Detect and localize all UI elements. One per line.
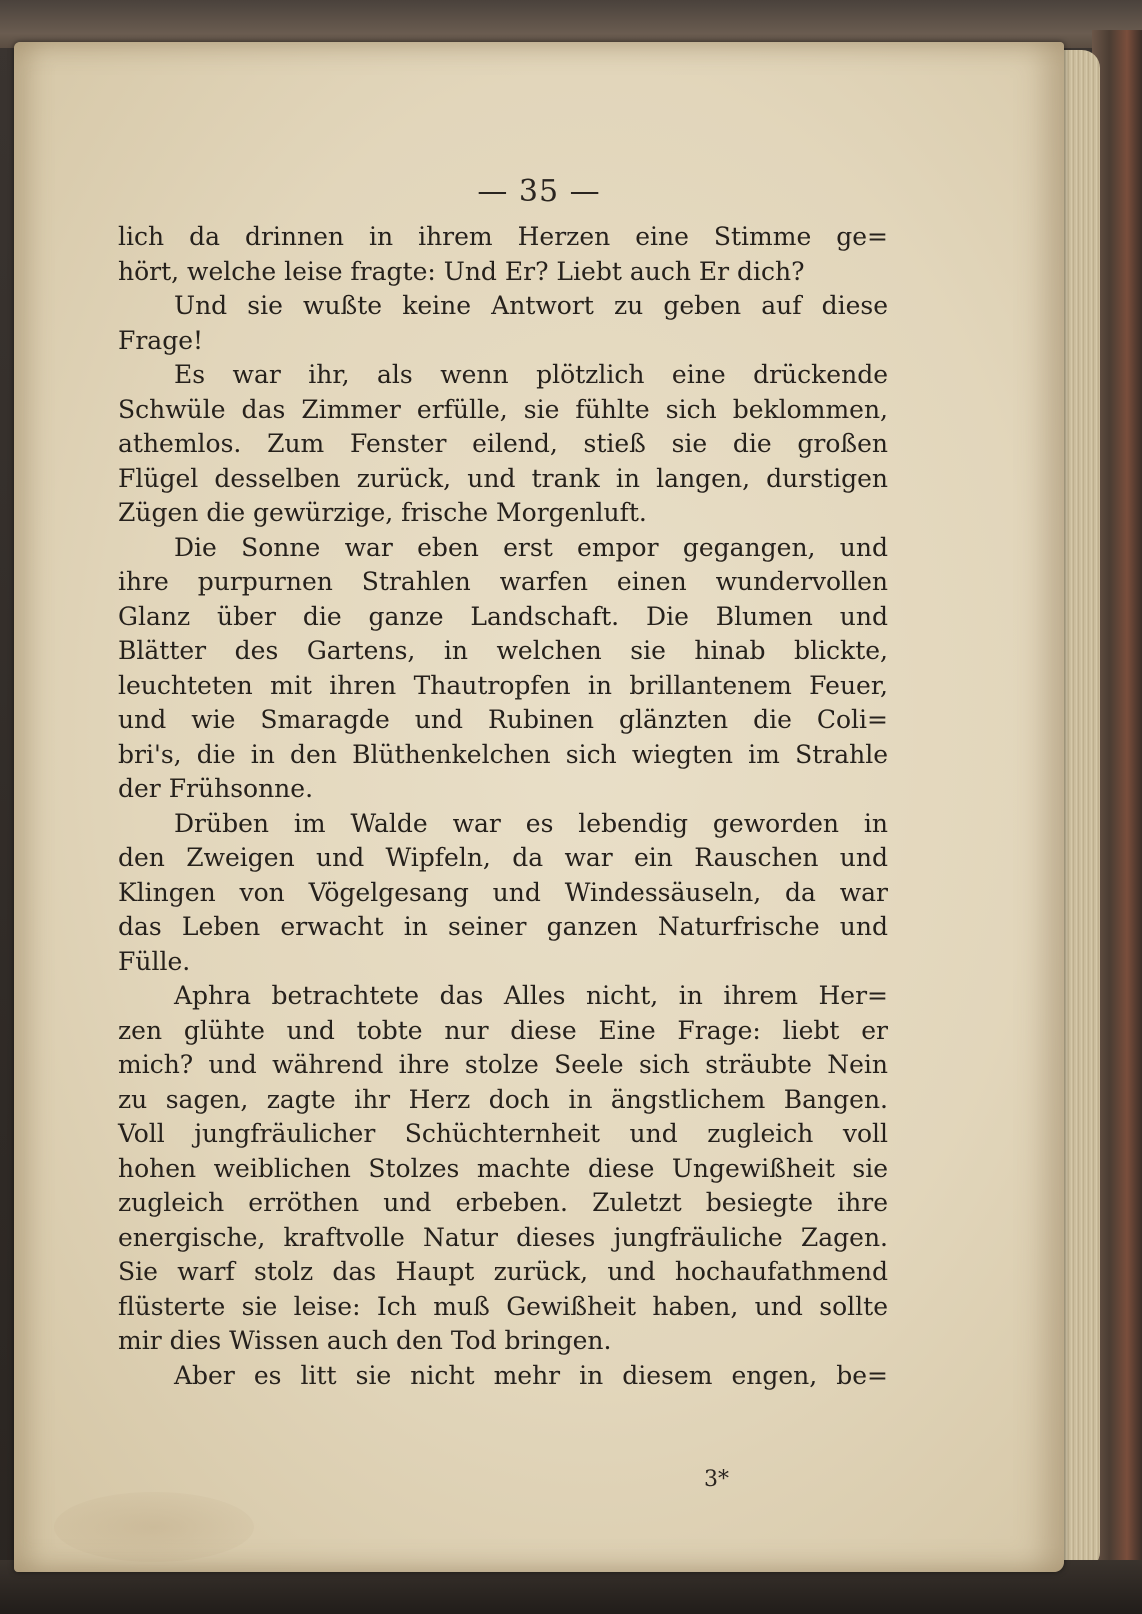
text-line: Sie warf stolz das Haupt zurück, und hochaufathmend: [118, 1257, 888, 1286]
text-line: Fülle.: [118, 946, 191, 976]
text-line: mir dies Wissen auch den Tod bringen.: [118, 1326, 612, 1355]
text-line: bri's, die in den Blüthenkelchen sich wiegten im Strahle: [118, 739, 888, 769]
text-line: mich? und während ihre stolze Seele sich sträubte Nein: [118, 1050, 888, 1079]
text-line: Voll jungfräulicher Schüchternheit und zugleich voll: [118, 1119, 888, 1148]
text-line: hohen weiblichen Stolzes machte diese Ungewißheit sie: [118, 1153, 888, 1183]
page-number: — 35 —: [477, 174, 601, 209]
text-line: ihre purpurnen Strahlen warfen einen wundervollen: [118, 567, 888, 596]
paper-stain: [54, 1492, 254, 1562]
text-line: Frage!: [118, 325, 204, 355]
text-line: Und sie wußte keine Antwort zu geben auf diese: [174, 291, 888, 320]
text-line: Es war ihr, als wenn plötzlich eine drückende: [174, 360, 888, 389]
text-line: Zügen die gewürzige, frische Morgenluft.: [118, 498, 647, 527]
text-line: athemlos. Zum Fenster eilend, stieß sie die großen: [118, 429, 888, 458]
text-line: energische, kraftvolle Natur dieses jungfräuliche Zagen.: [118, 1222, 888, 1252]
text-line: flüsterte sie leise: Ich muß Gewißheit haben, und sollte: [118, 1291, 888, 1321]
text-line: der Frühsonne.: [118, 774, 314, 803]
text-line: den Zweigen und Wipfeln, da war ein Rauschen und: [118, 843, 888, 872]
page-body-text: [118, 220, 888, 1393]
text-line: Die Sonne war eben erst empor gegangen, und: [174, 532, 888, 562]
text-line: Aphra betrachtete das Alles nicht, in ihrem Her=: [174, 981, 888, 1010]
text-line: Klingen von Vögelgesang und Windessäuseln, da war: [118, 877, 888, 907]
text-line: Schwüle das Zimmer erfülle, sie fühlte sich beklommen,: [118, 394, 888, 424]
text-line: zen glühte und tobte nur diese Eine Frage: liebt er: [118, 1015, 888, 1045]
text-line: und wie Smaragde und Rubinen glänzten die Coli=: [118, 705, 888, 734]
text-line: Aber es litt sie nicht mehr in diesem engen, be=: [174, 1360, 888, 1390]
text-line: das Leben erwacht in seiner ganzen Naturfrische und: [118, 912, 888, 941]
text-line: Blätter des Gartens, in welchen sie hinab blickte,: [118, 636, 888, 665]
text-line: Glanz über die ganze Landschaft. Die Blumen und: [118, 601, 888, 631]
text-line: leuchteten mit ihren Thautropfen in brillantenem Feuer,: [118, 670, 888, 700]
text-line: hört, welche leise fragte: Und Er? Liebt auch Er dich?: [118, 256, 805, 286]
book-page: [14, 42, 1064, 1572]
text-line: zugleich erröthen und erbeben. Zuletzt besiegte ihre: [118, 1188, 888, 1217]
text-line: Flügel desselben zurück, und trank in langen, durstigen: [118, 463, 888, 493]
text-line: lich da drinnen in ihrem Herzen eine Stimme ge=: [118, 222, 888, 251]
text-line: Drüben im Walde war es lebendig geworden in: [174, 808, 888, 838]
book-cover-top: [0, 0, 1142, 48]
text-line: zu sagen, zagte ihr Herz doch in ängstlichem Bangen.: [118, 1084, 888, 1114]
signature-mark: 3*: [704, 1467, 729, 1492]
